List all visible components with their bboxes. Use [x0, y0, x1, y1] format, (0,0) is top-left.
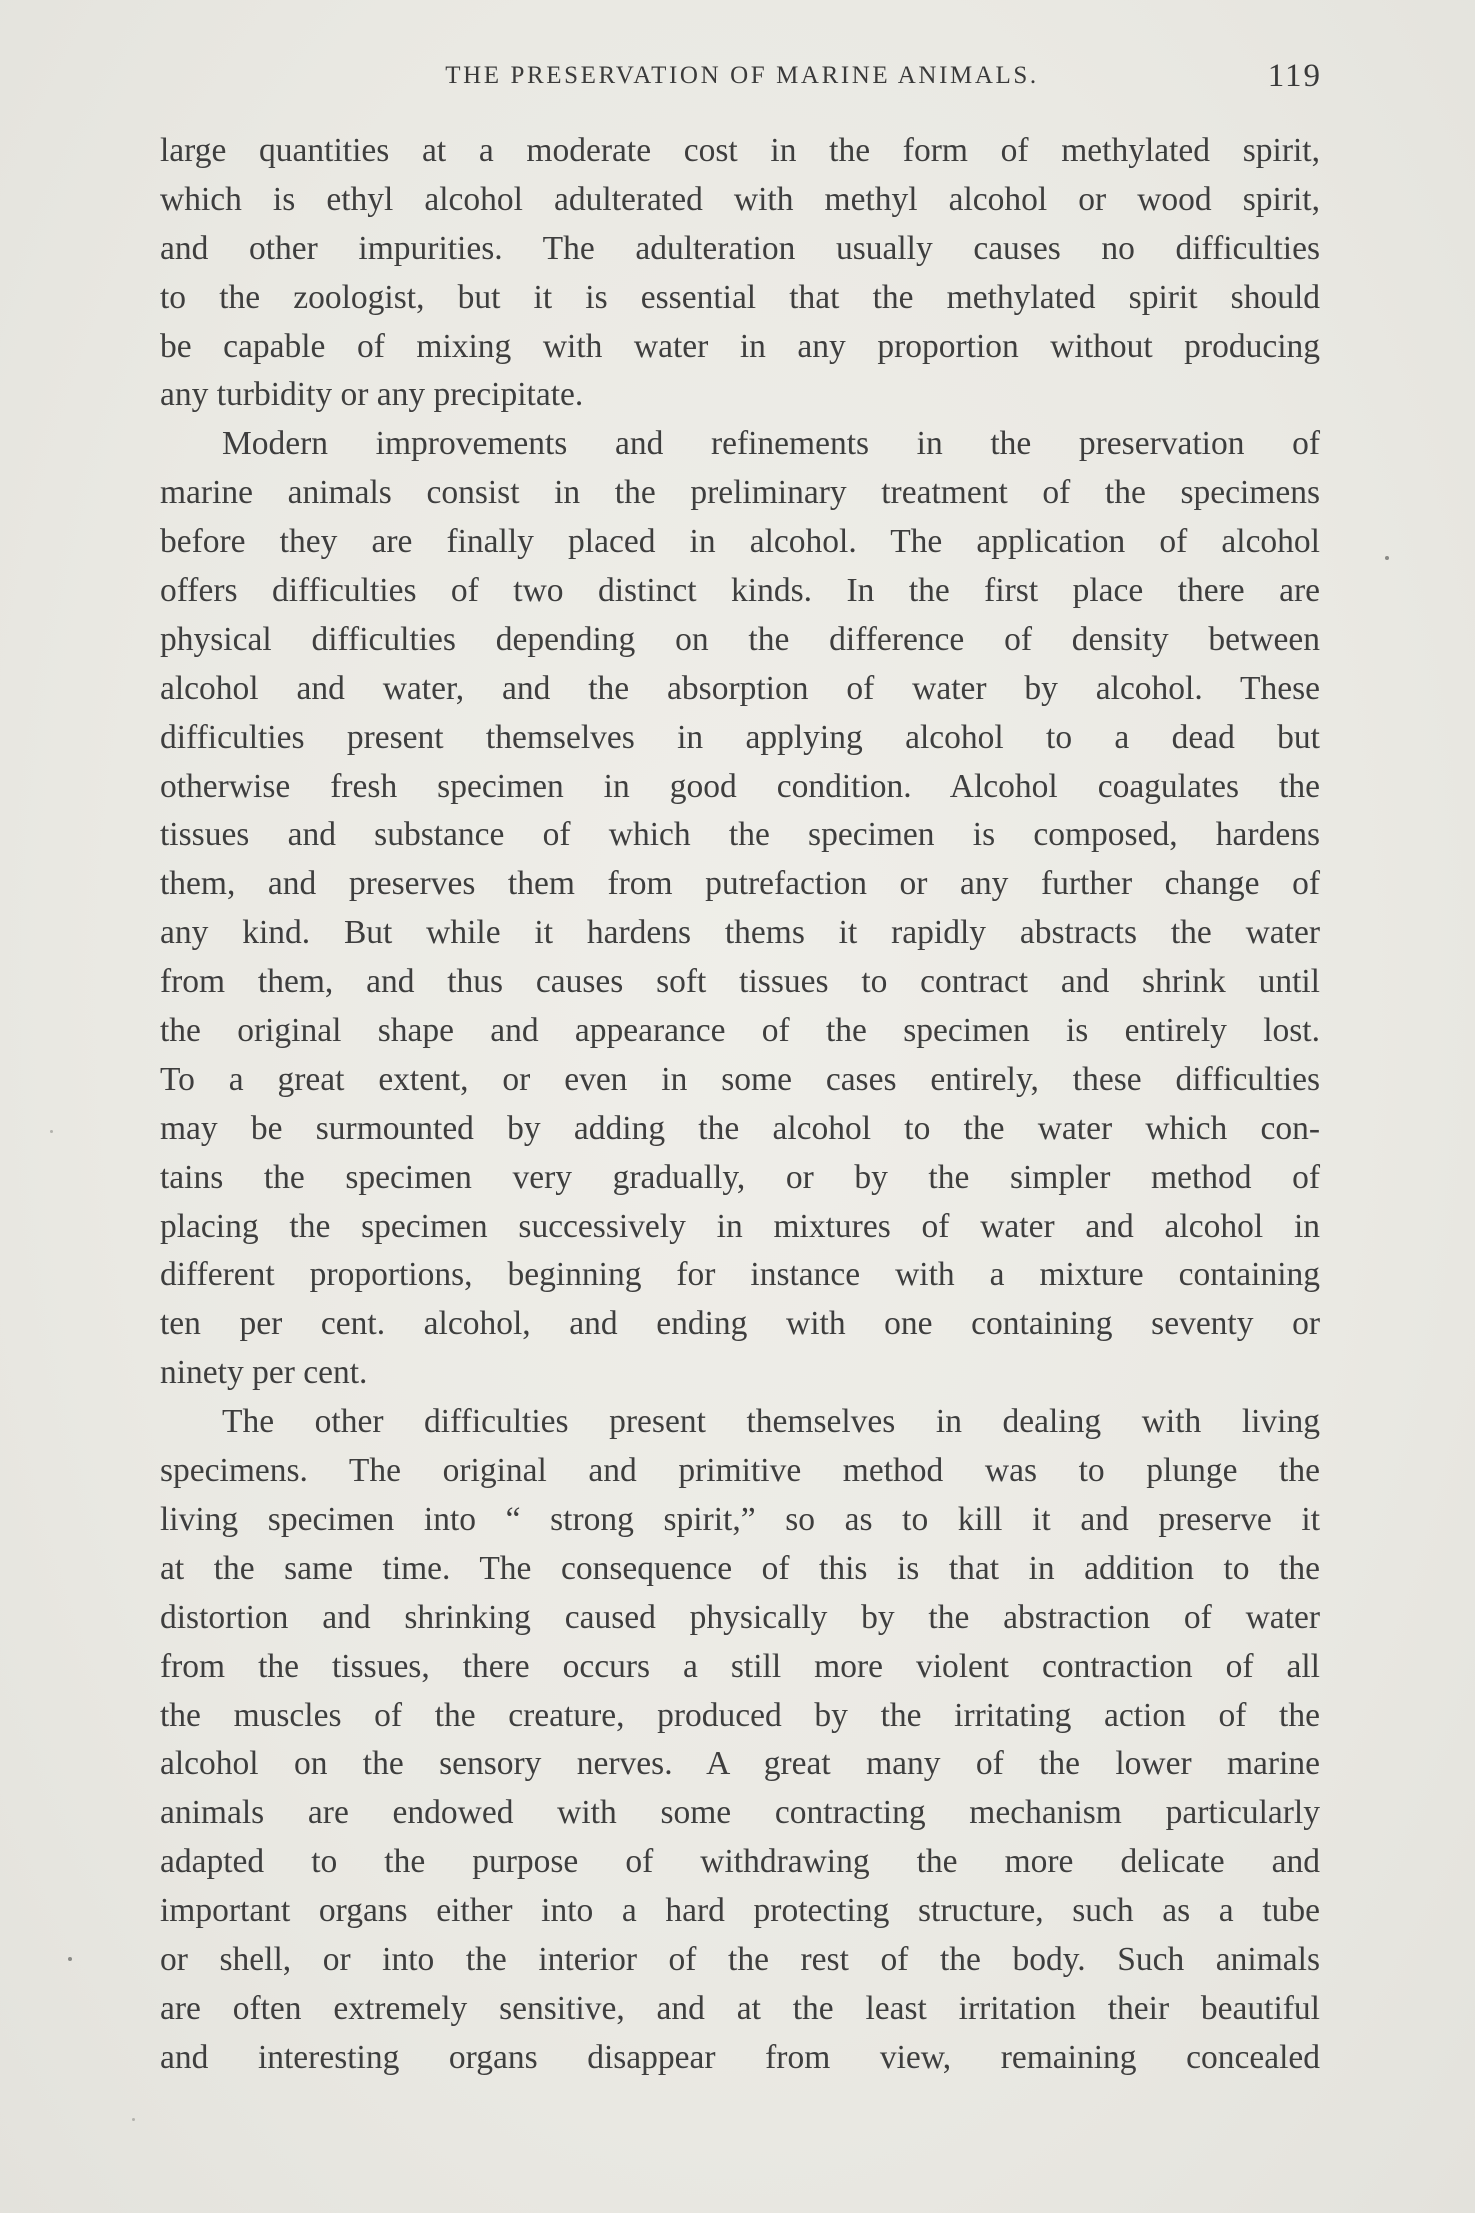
- page-number: 119: [1267, 58, 1322, 94]
- text-line: large quantities at a moderate cost in the form of methylated spirit,: [160, 132, 1320, 169]
- text-line: ninety per cent.: [160, 1354, 368, 1392]
- paper-speck: [132, 2118, 135, 2121]
- text-line: to the zoologist, but it is essential that the methylated spirit should: [160, 278, 1320, 316]
- text-line: different proportions, beginning for instance with a mixture containing: [160, 1256, 1320, 1294]
- text-line: any turbidity or any precipitate.: [160, 376, 584, 414]
- paper-speck: [68, 1957, 72, 1961]
- text-line: before they are finally placed in alcohol. The application of alcohol: [160, 523, 1320, 561]
- text-line: at the same time. The consequence of this is that in addition to the: [160, 1549, 1320, 1587]
- text-line: placing the specimen successively in mixtures of water and alcohol in: [160, 1207, 1320, 1245]
- text-line: the muscles of the creature, produced by the irritating action of the: [160, 1696, 1320, 1734]
- text-line: adapted to the purpose of withdrawing the more delicate and: [160, 1843, 1320, 1881]
- text-line: which is ethyl alcohol adulterated with methyl alcohol or wood spirit,: [160, 180, 1320, 218]
- text-line: offers difficulties of two distinct kinds. In the first place there are: [160, 572, 1320, 610]
- text-line: them, and preserves them from putrefaction or any further change of: [160, 865, 1320, 903]
- paper-speck: [1385, 556, 1389, 560]
- text-line: be capable of mixing with water in any proportion without producing: [160, 327, 1320, 365]
- text-line: are often extremely sensitive, and at the least irritation their beautiful: [160, 1989, 1320, 2027]
- text-line: difficulties present themselves in applying alcohol to a dead but: [160, 718, 1320, 756]
- text-line: To a great extent, or even in some cases entirely, these difficulties: [160, 1060, 1320, 1098]
- text-line: any kind. But while it hardens thems it rapidly abstracts the water: [160, 914, 1320, 952]
- text-line: Modern improvements and refinements in the preservation of: [222, 425, 1320, 463]
- text-line: and other impurities. The adulteration usually causes no difficulties: [160, 229, 1320, 267]
- text-line: alcohol on the sensory nerves. A great many of the lower marine: [160, 1745, 1320, 1783]
- paragraph-3: [160, 1398, 1320, 2082]
- text-line: the original shape and appearance of the specimen is entirely lost.: [160, 1012, 1320, 1050]
- text-line: from them, and thus causes soft tissues to contract and shrink until: [160, 963, 1320, 1001]
- paper-speck: [50, 1130, 53, 1133]
- text-line: otherwise fresh specimen in good condition. Alcohol coagulates the: [160, 767, 1320, 805]
- text-line: ten per cent. alcohol, and ending with one containing seventy or: [160, 1305, 1320, 1343]
- text-line: alcohol and water, and the absorption of water by alcohol. These: [160, 669, 1320, 707]
- text-line: physical difficulties depending on the difference of density between: [160, 620, 1320, 658]
- text-line: important organs either into a hard protecting structure, such as a tube: [160, 1892, 1320, 1930]
- running-title: THE PRESERVATION OF MARINE ANIMALS.: [445, 62, 1039, 89]
- paragraph-1: [160, 127, 1320, 420]
- text-line: or shell, or into the interior of the rest of the body. Such animals: [160, 1940, 1320, 1978]
- text-line: animals are endowed with some contracting mechanism particularly: [160, 1794, 1320, 1832]
- text-line: and interesting organs disappear from view, remaining concealed: [160, 2038, 1320, 2076]
- body-text: [160, 127, 1320, 2083]
- text-line: living specimen into “ strong spirit,” so as to kill it and preserve it: [160, 1500, 1320, 1538]
- text-line: from the tissues, there occurs a still more violent contraction of all: [160, 1647, 1320, 1685]
- text-line: distortion and shrinking caused physically by the abstraction of water: [160, 1598, 1320, 1636]
- text-line: may be surmounted by adding the alcohol to the water which con-: [160, 1109, 1320, 1147]
- text-line: marine animals consist in the preliminary treatment of the specimens: [160, 474, 1320, 512]
- text-line: tissues and substance of which the specimen is composed, hardens: [160, 816, 1320, 854]
- text-line: The other difficulties present themselves in dealing with living: [222, 1403, 1320, 1441]
- paragraph-2: [160, 420, 1320, 1398]
- running-head: [162, 58, 1322, 98]
- text-line: tains the specimen very gradually, or by the simpler method of: [160, 1158, 1320, 1196]
- text-line: specimens. The original and primitive method was to plunge the: [160, 1452, 1320, 1490]
